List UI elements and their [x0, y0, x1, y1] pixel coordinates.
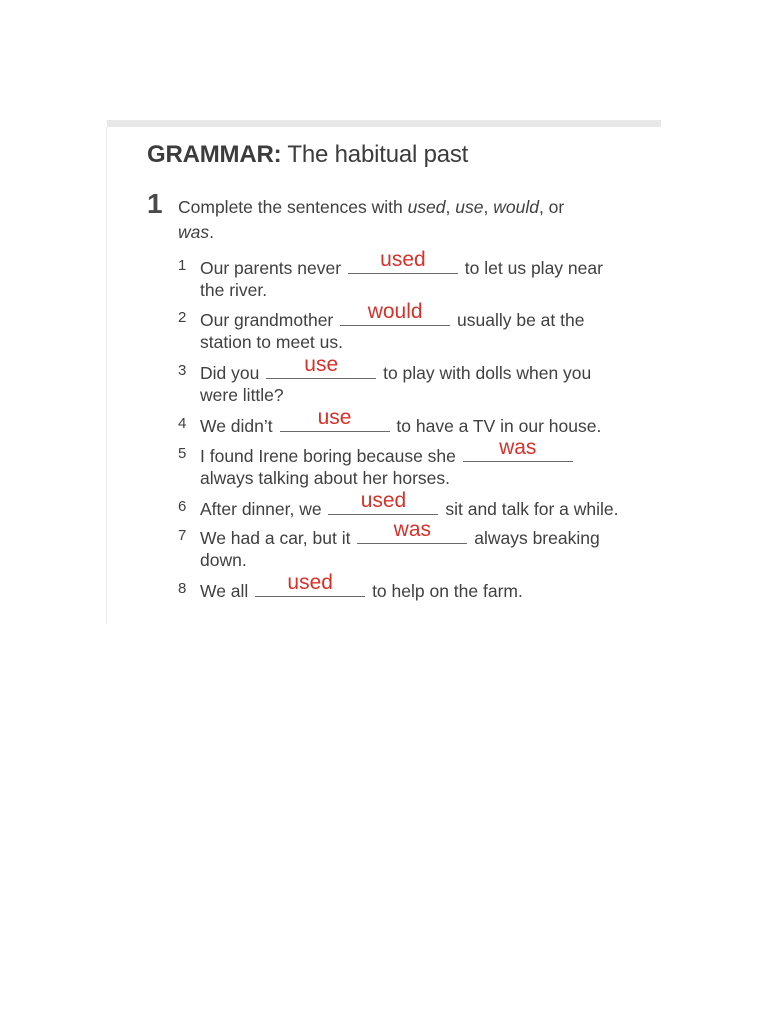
item-line [200, 353, 592, 384]
answer-text: would [367, 300, 423, 323]
item-number: 5 [178, 445, 187, 462]
item-line [200, 300, 585, 331]
item-text-before: Did you [200, 363, 260, 383]
item-number: 6 [178, 498, 187, 515]
item-text-before: I found Irene boring because she [200, 446, 456, 466]
item-number: 3 [178, 362, 187, 379]
answer-text: used [287, 571, 333, 594]
item-line-2: the river. [200, 280, 268, 300]
section-heading [147, 141, 468, 169]
answer-blank[interactable] [328, 489, 438, 515]
answer-blank[interactable] [266, 353, 376, 379]
option-separator: , [445, 197, 456, 217]
answer-blank[interactable] [463, 436, 573, 462]
answer-text: used [360, 489, 407, 512]
item-text-after: sit and talk for a while. [445, 499, 619, 519]
answer-text: use [304, 353, 339, 376]
item-number: 4 [178, 415, 187, 432]
answer-blank[interactable] [348, 248, 458, 274]
option-used: used [407, 197, 446, 217]
answer-text: used [380, 248, 426, 271]
item-text-before: After dinner, we [200, 499, 322, 519]
item-text-before: Our parents never [200, 258, 342, 278]
item-line-2: down. [200, 550, 247, 570]
item-line [200, 518, 600, 549]
item-line [200, 489, 619, 520]
answer-blank[interactable] [357, 518, 467, 544]
item-line [200, 248, 603, 279]
item-line-2: always talking about her horses. [200, 468, 450, 488]
item-text-after: to have a TV in our house. [396, 416, 602, 436]
option-was: was [178, 222, 210, 242]
item-text-after: to let us play near [464, 258, 603, 278]
heading-title: The habitual past [287, 141, 469, 168]
item-line [200, 571, 523, 602]
exercise-instruction [178, 195, 618, 245]
answer-text: use [317, 406, 352, 429]
item-text-before: Our grandmother [200, 310, 334, 330]
option-use: use [455, 197, 484, 217]
item-text-before: We didn’t [200, 416, 273, 436]
item-number: 8 [178, 580, 187, 597]
worksheet [107, 120, 661, 624]
item-text-after: to play with dolls when you [383, 363, 592, 383]
item-text-after: to help on the farm. [372, 581, 523, 601]
option-would: would [493, 197, 539, 217]
item-number: 2 [178, 309, 187, 326]
item-line [200, 436, 575, 467]
item-line-2: were little? [200, 385, 284, 405]
option-separator: , [483, 197, 494, 217]
answer-text: was [393, 518, 432, 541]
answer-blank[interactable] [280, 406, 390, 432]
item-line-2: station to meet us. [200, 332, 343, 352]
item-text-before: We all [200, 581, 249, 601]
option-separator: , or [538, 197, 565, 217]
answer-text: was [499, 436, 537, 459]
exercise-number: 1 [147, 188, 163, 219]
answer-blank[interactable] [255, 571, 365, 597]
item-line [200, 406, 602, 437]
item-text-before: We had a car, but it [200, 528, 351, 548]
item-text-after: usually be at the [457, 310, 585, 330]
item-number: 7 [178, 527, 187, 544]
heading-label: GRAMMAR: [147, 141, 282, 168]
item-number: 1 [178, 257, 187, 274]
instruction-end: . [209, 222, 214, 242]
answer-blank[interactable] [340, 300, 450, 326]
instruction-text: Complete the sentences with [178, 197, 408, 217]
item-text-after: always breaking [474, 528, 600, 548]
